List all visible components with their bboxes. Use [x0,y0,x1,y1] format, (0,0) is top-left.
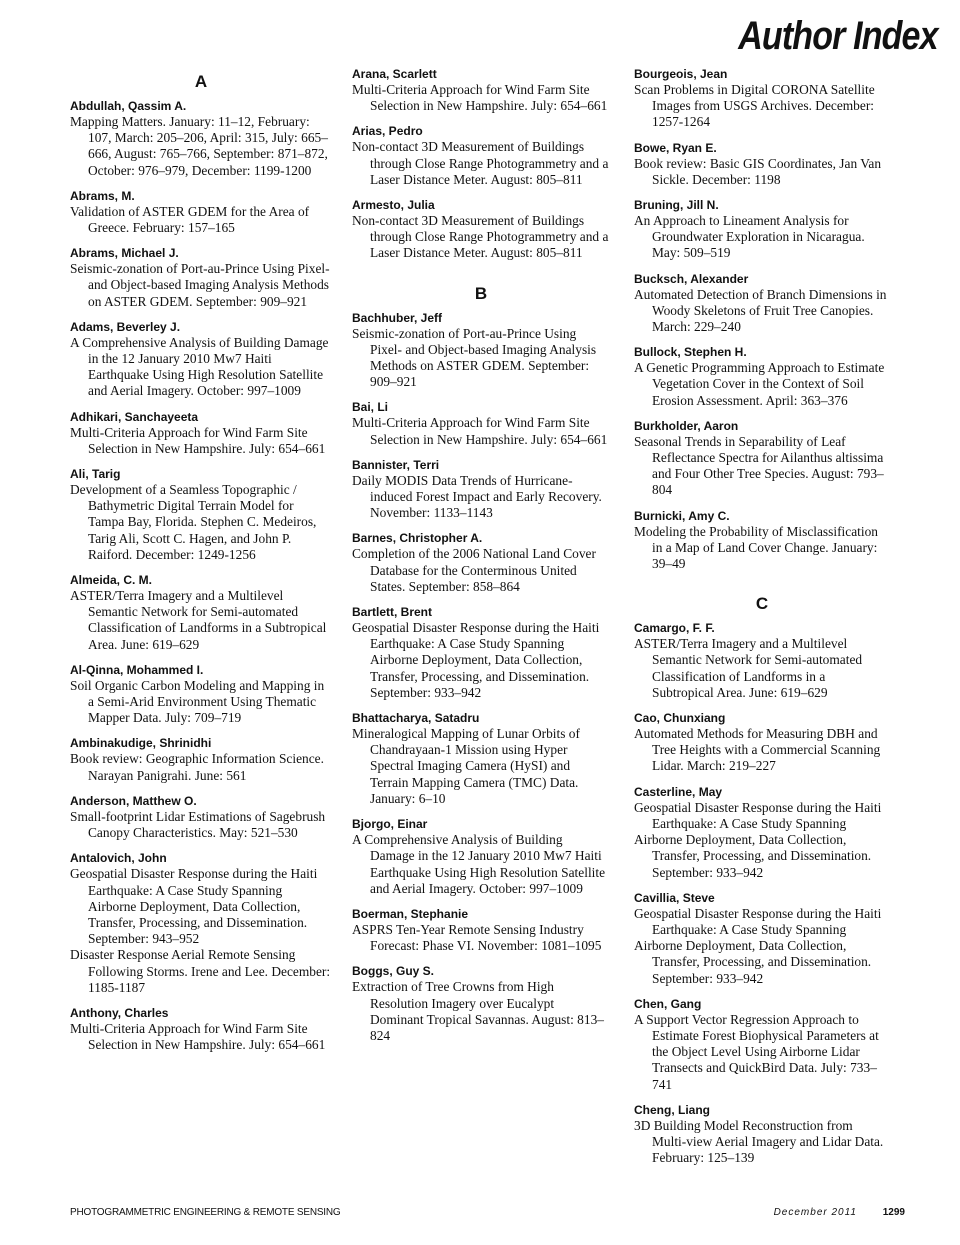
article-reference: A Comprehensive Analysis of Building Damage in the 12 January 2010 Mw7 Haiti Earthquake Using High Resolution Satellite and Aerial Imagery. October: 997–1009 [352,832,606,896]
index-entry [352,66,610,114]
author-name: Abrams, M. [70,188,135,203]
index-entry [634,66,890,131]
author-name: Camargo, F. F. [634,621,715,636]
index-entry [352,197,610,262]
index-entry [634,271,890,336]
index-entry [634,710,890,775]
author-name: Anthony, Charles [70,1005,169,1020]
author-name: Bartlett, Brent [352,605,433,620]
article-reference: Validation of ASTER GDEM for the Area of Greece. February: 157–165 [70,203,310,236]
author-name: Almeida, C. M. [70,573,153,588]
index-entry [352,906,610,954]
author-name: Abdullah, Qassim A. [70,99,187,113]
index-entry [70,245,332,310]
index-entry [352,710,610,807]
article-reference: Non-contact 3D Measurement of Buildings through Close Range Photogrammetry and a Laser Distance Meter. August: 805–811 [352,213,609,261]
index-entry [352,963,610,1044]
index-entry [70,466,332,563]
article-reference: Book review: Geographic Information Science. Narayan Panigrahi. June: 561 [70,751,324,783]
index-entry [70,662,332,727]
article-reference: Seasonal Trends in Separability of Leaf Reflectance Spectra for Ailanthus altissima and Four Other Tree Species. August: 793–804 [634,433,884,498]
author-name: Abrams, Michael J. [70,246,179,261]
author-name: Bullock, Stephen H. [634,345,747,360]
index-entry [634,344,890,409]
article-reference: Completion of the 2006 National Land Cover Database for the Conterminous United States. September: 858–864 [352,546,596,594]
index-entry [634,197,890,262]
author-name: Barnes, Christopher A. [352,531,483,546]
index-entry [70,1005,332,1053]
index-column-2 [352,66,610,1053]
author-name: Arias, Pedro [352,124,423,139]
page-footer [70,1205,905,1221]
article-reference: Automated Methods for Measuring DBH and Tree Heights with a Commercial Scanning Lidar. March: 219–227 [634,726,881,774]
journal-name: PHOTOGRAMMETRIC ENGINEERING & REMOTE SENSING [70,1207,341,1218]
author-name: Boerman, Stephanie [352,906,469,921]
author-name: Adams, Beverley J. [70,319,181,334]
index-entry [352,530,610,595]
index-entry [634,996,890,1093]
index-entry [352,310,610,391]
article-reference: Disaster Response Aerial Remote Sensing Following Storms. Irene and Lee. December: 1185-1187 [70,947,331,995]
author-name: Cheng, Liang [634,1102,710,1117]
index-entry [70,409,332,457]
index-entry [634,784,890,881]
index-entry [70,850,332,996]
index-entry [634,890,890,987]
article-reference: Multi-Criteria Approach for Wind Farm Site Selection in New Hampshire. July: 654–661 [70,424,326,456]
article-reference: Daily MODIS Data Trends of Hurricane-induced Forest Impact and Early Recovery. November: 1133–1143 [352,472,602,521]
article-reference: Multi-Criteria Approach for Wind Farm Site Selection in New Hampshire. July: 654–661 [70,1020,326,1053]
author-name: Arana, Scarlett [352,67,437,81]
article-reference: Airborne Deployment, Data Collection, Transfer, Processing, and Dissemination. September: 933–942 [634,832,872,880]
author-name: Cavillia, Steve [634,890,715,905]
article-reference: A Comprehensive Analysis of Building Damage in the 12 January 2010 Mw7 Haiti Earthquake Using High Resolution Satellite and Aerial Imagery. October: 997–1009 [70,334,329,399]
index-column-3 [634,66,890,1175]
article-reference: A Genetic Programming Approach to Estimate Vegetation Cover in the Context of Soil Erosion Assessment. April: 363–376 [634,360,885,408]
article-reference: Geospatial Disaster Response during the Haiti Earthquake: A Case Study Spanning [634,905,882,937]
index-entry [634,1102,890,1167]
article-reference: Small-footprint Lidar Estimations of Sagebrush Canopy Characteristics. May: 521–530 [70,808,326,841]
author-name: Antalovich, John [70,851,167,866]
author-name: Cao, Chunxiang [634,711,726,726]
page-number: 1299 [882,1207,905,1218]
author-name: Chen, Gang [634,996,702,1011]
author-name: Bruning, Jill N. [634,198,719,213]
section-letter: C [755,594,769,614]
page-title: Author Index [738,14,938,58]
article-reference: Mineralogical Mapping of Lunar Orbits of Chandrayaan-1 Mission using Hyper Spectral Imaging Camera (HySI) and Terrain Mapping Camera (TMC) Data. January: 6–10 [352,726,580,806]
index-entry [634,418,890,499]
author-name: Bachhuber, Jeff [352,310,443,325]
article-reference: Geospatial Disaster Response during the Haiti Earthquake: A Case Study Spanning Airborne Deployment, Data Collection, Transfer, Processing, and Dissemination. September: 933–942 [352,620,600,700]
index-entry [352,816,610,897]
index-entry [634,508,890,573]
index-entry [70,735,332,783]
author-name: Bowe, Ryan E. [634,140,717,155]
author-name: Adhikari, Sanchayeeta [70,409,199,424]
article-reference: ASTER/Terra Imagery and a Multilevel Semantic Network for Semi-automated Classification of Landforms in a Subtropical Area. June: 619–629 [70,588,327,652]
article-reference: Seismic-zonation of Port-au-Prince Using Pixel- and Object-based Imaging Analysis Methods on ASTER GDEM. September: 909–921 [352,325,597,390]
author-name: Ali, Tarig [70,467,121,482]
section-letter: B [474,283,488,303]
index-entry [70,793,332,841]
index-entry [352,123,610,188]
article-reference: Mapping Matters. January: 11–12, February: 107, March: 205–206, April: 315, July: 665–666, August: 765–766, September: 871–872, October: 976–979, December: 1199-1200 [70,114,328,178]
index-entry [634,620,890,701]
article-reference: Seismic-zonation of Port-au-Prince Using Pixel- and Object-based Imaging Analysis Methods on ASTER GDEM. September: 909–921 [70,261,330,309]
author-name: Burkholder, Aaron [634,418,739,433]
index-entry [70,188,332,236]
author-name: Burnicki, Amy C. [634,508,730,523]
index-column-1 [70,66,332,1062]
author-name: Casterline, May [634,784,723,799]
article-reference: Book review: Basic GIS Coordinates, Jan Van Sickle. December: 1198 [634,155,882,187]
author-name: Bai, Li [352,400,389,415]
issue-date: December 2011 [773,1207,857,1218]
index-entry [70,98,332,179]
author-name: Bjorgo, Einar [352,817,428,832]
author-name: Anderson, Matthew O. [70,793,197,808]
section-letter: A [194,72,208,91]
index-entry [70,572,332,653]
article-reference: Multi-Criteria Approach for Wind Farm Site Selection in New Hampshire. July: 654–661 [352,415,608,447]
index-entry [352,604,610,701]
article-reference: ASPRS Ten-Year Remote Sensing Industry Forecast: Phase VI. November: 1081–1095 [352,921,602,954]
author-name: Bhattacharya, Satadru [352,711,480,726]
article-reference: Soil Organic Carbon Modeling and Mapping in a Semi-Arid Environment Using Thematic Mapper Data. July: 709–719 [70,677,325,726]
author-name: Bannister, Terri [352,457,440,472]
article-reference: Automated Detection of Branch Dimensions in Woody Skeletons of Fruit Tree Canopies. March: 229–240 [634,286,887,335]
article-reference: Scan Problems in Digital CORONA Satellite Images from USGS Archives. December: 1257-1264 [634,82,875,130]
article-reference: Airborne Deployment, Data Collection, Transfer, Processing, and Dissemination. September: 933–942 [634,938,872,986]
article-reference: Modeling the Probability of Misclassification in a Map of Land Cover Change. January: 39–49 [634,523,878,572]
author-name: Bourgeois, Jean [634,67,728,81]
article-reference: Geospatial Disaster Response during the Haiti Earthquake: A Case Study Spanning Airborne Deployment, Data Collection, Transfer, Processing, and Dissemination. September: 943–952 [70,866,318,947]
article-reference: 3D Building Model Reconstruction from Multi-view Aerial Imagery and Lidar Data. February: 125–139 [634,1117,884,1166]
article-reference: An Approach to Lineament Analysis for Groundwater Exploration in Nicaragua. May: 509–519 [634,213,865,261]
author-name: Boggs, Guy S. [352,964,435,979]
index-entry [352,457,610,522]
article-reference: ASTER/Terra Imagery and a Multilevel Semantic Network for Semi-automated Classification of Landforms in a Subtropical Area. June: 619–629 [634,636,863,700]
article-reference: Extraction of Tree Crowns from High Resolution Imagery over Eucalypt Dominant Tropical Savannas. August: 813–824 [352,979,604,1043]
index-entry [352,399,610,447]
index-entry [634,140,890,188]
author-name: Armesto, Julia [352,198,435,213]
author-name: Bucksch, Alexander [634,271,749,286]
article-reference: Development of a Seamless Topographic / Bathymetric Digital Terrain Model for Tampa Bay, Florida. Stephen C. Medeiros, Tarig Ali, Scott C. Hagen, and John P. Raiford. December: 1249-1256 [70,482,317,562]
article-reference: A Support Vector Regression Approach to Estimate Forest Biophysical Parameters at the Object Level Using Airborne Lidar Transects and QuickBird Data. July: 733–741 [634,1011,879,1092]
article-reference: Geospatial Disaster Response during the Haiti Earthquake: A Case Study Spanning [634,799,882,831]
article-reference: Multi-Criteria Approach for Wind Farm Site Selection in New Hampshire. July: 654–661 [352,82,608,114]
author-name: Ambinakudige, Shrinidhi [70,736,212,751]
author-name: Al-Qinna, Mohammed I. [70,662,204,677]
article-reference: Non-contact 3D Measurement of Buildings through Close Range Photogrammetry and a Laser Distance Meter. August: 805–811 [352,139,609,187]
index-entry [70,319,332,400]
